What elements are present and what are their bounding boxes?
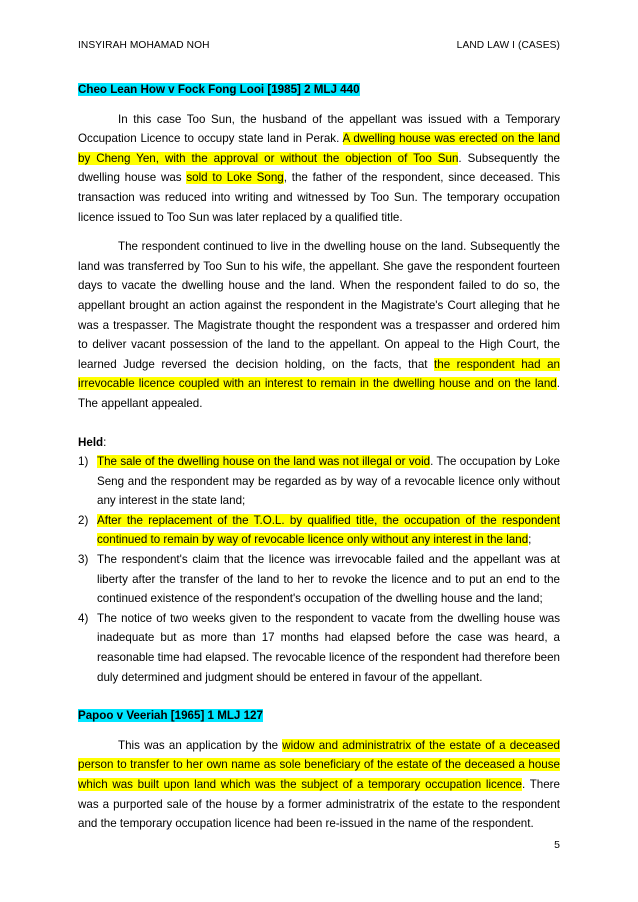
page-header	[78, 40, 560, 51]
highlight: The sale of the dwelling house on the land was not illegal or void	[97, 455, 431, 469]
page-number: 5	[554, 839, 560, 851]
case-title-2: Papoo v Veeriah [1965] 1 MLJ 127	[78, 709, 263, 723]
held-item: 1) The sale of the dwelling house on the land was not illegal or void. The occupation by Loke Seng and the respondent may be regarded as by way of a revocable licence only without any interest in the state land;	[78, 455, 560, 508]
highlight: sold to Loke Song	[186, 171, 284, 185]
held-list	[78, 452, 560, 687]
case1-paragraph-1: In this case Too Sun, the husband of the appellant was issued with a Temporary Occupation Licence to occupy state land in Perak. A dwelling house was erected on the land by Cheng Yen, with the approval or without the objection of Too Sun. Subsequently the dwelling house was sold to Loke Song, the father of the respondent, since deceased. This transaction was reduced into writing and witnessed by Too Sun. The temporary occupation licence issued to Too Sun was later replaced by a qualified title.	[78, 112, 561, 224]
highlight: the respondent had an irrevocable licence coupled with an interest to remain in the dwelling house and on the land	[78, 357, 560, 391]
held-heading: Held:	[78, 435, 107, 449]
held-item: 4) The notice of two weeks given to the respondent to vacate from the dwelling house was inadequate but as more than 17 months had elapsed before the case was heard, a reasonable time had elapsed. The revocable licence of the respondent had therefore been duly determined and judgment should be entered in favour of the appellant.	[78, 611, 560, 684]
held-item: 3) The respondent's claim that the licence was irrevocable failed and the appellant was at liberty after the transfer of the land to her to revoke the licence and to put an end to the continued existence of the respondent's occupation of the dwelling house and the land;	[78, 553, 560, 606]
held-item: 2) After the replacement of the T.O.L. by qualified title, the occupation of the respondent continued to remain by way of revocable licence only without any interest in the land;	[78, 513, 560, 547]
highlight: A dwelling house was erected on the land by Cheng Yen, with the approval or without the objection of Too Sun	[78, 132, 561, 165]
header-author: INSYIRAH MOHAMAD NOH	[78, 40, 210, 51]
page-content	[78, 80, 560, 834]
case2-paragraph-1: This was an application by the widow and administratrix of the estate of a deceased person to transfer to her own name as sole beneficiary of the estate of the deceased a house which was built upon land which was the subject of a temporary occupation licence. There was a purported sale of the house by a former administratrix of the estate to the respondent and the temporary occupation licence had been re-issued in the name of the respondent.	[78, 738, 560, 831]
case1-paragraph-2: The respondent continued to live in the dwelling house on the land. Subsequently the land was transferred by Too Sun to his wife, the appellant. She gave the respondent fourteen days to vacate the dwelling house and the land. When the respondent failed to do so, the appellant brought an action against the respondent in the Magistrate's Court alleging that he was a trespasser. The Magistrate thought the respondent was a trespasser and ordered him to deliver vacant possession of the land to the appellant. On appeal to the High Court, the learned Judge reversed the decision holding, on the facts, that the respondent had an irrevocable licence coupled with an interest to remain in the dwelling house and on the land. The appellant appealed.	[78, 240, 560, 410]
case-title-1: Cheo Lean How v Fock Fong Looi [1985] 2 MLJ 440	[78, 83, 360, 96]
header-course: LAND LAW I (CASES)	[456, 40, 560, 51]
highlight: After the replacement of the T.O.L. by qualified title, the occupation of the respondent continued to remain by way of revocable licence only without any interest in the land	[97, 513, 560, 547]
highlight: widow and administratrix of the estate of a deceased person to transfer to her own name as sole beneficiary of the estate of the deceased a house which was built upon land which was the subject of a temporary occupation licence	[78, 738, 560, 791]
